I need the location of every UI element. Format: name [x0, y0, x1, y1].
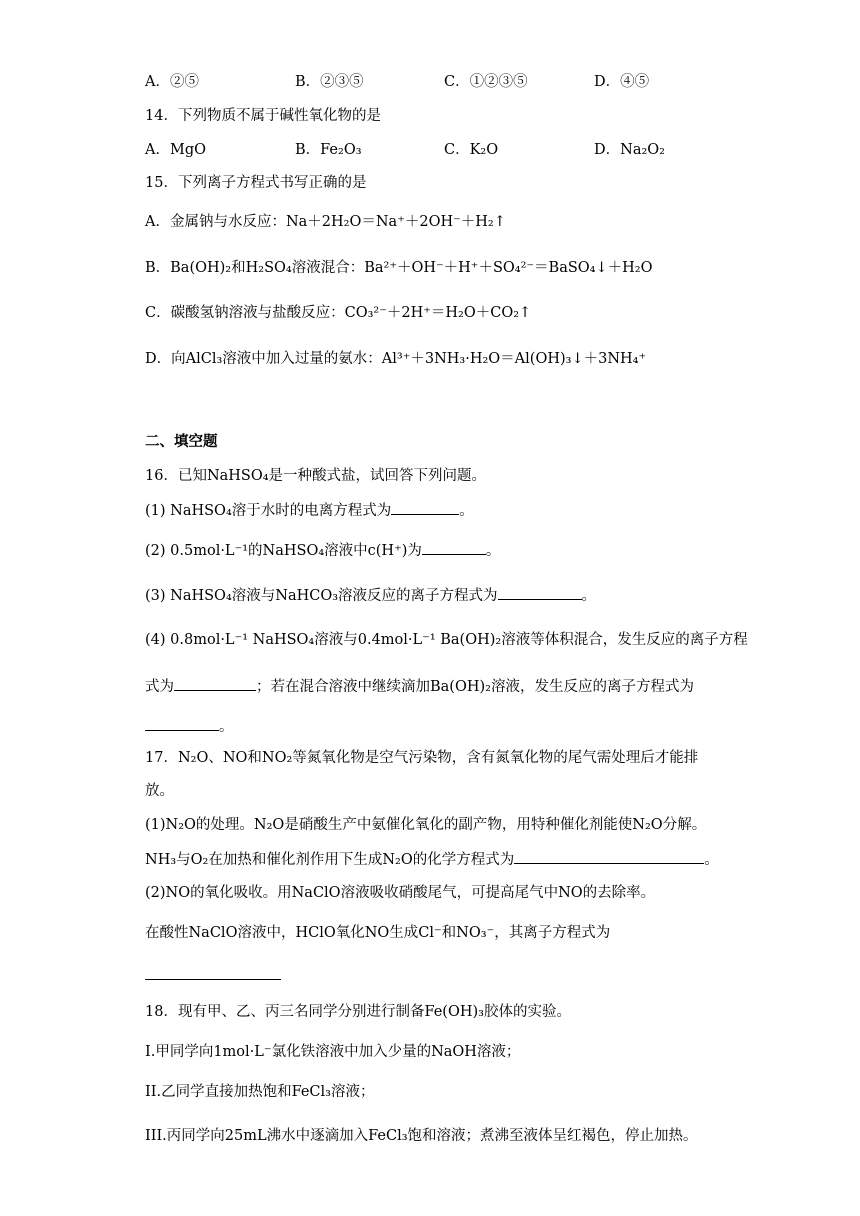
q16-part-4-text-c: ；若在混合溶液中继续滴加Ba(OH)₂溶液，发生反应的离子方程式为: [256, 679, 694, 695]
q16-part-2: [145, 540, 500, 561]
q17-period: 。: [704, 852, 719, 868]
q16-part-3: [145, 585, 596, 606]
q14-stem: 14．下列物质不属于碱性氧化物的是: [145, 108, 381, 124]
q14-option-a: A．MgO: [145, 142, 206, 158]
q17-part-2: (2)NO的氧化吸收。用NaClO溶液吸收硝酸尾气，可提高尾气中NO的去除率。: [145, 885, 656, 901]
q13-option-b: B．②③⑤: [295, 74, 364, 90]
answer-blank[interactable]: [145, 716, 219, 731]
q15-stem: 15．下列离子方程式书写正确的是: [145, 175, 367, 191]
q18-stem: 18．现有甲、乙、丙三名同学分别进行制备Fe(OH)₃胶体的实验。: [145, 1004, 571, 1020]
q16-part-4-line2: [145, 676, 694, 697]
answer-blank[interactable]: [422, 540, 486, 555]
q15-option-d: D．向AlCl₃溶液中加入过量的氨水：Al³⁺＋3NH₃·H₂O＝Al(OH)₃↓＋3NH₄⁺: [145, 351, 647, 367]
answer-blank[interactable]: [174, 676, 256, 691]
q17-part-1b-text: NH₃与O₂在加热和催化剂作用下生成N₂O的化学方程式为: [145, 852, 515, 868]
q16-period: 。: [459, 503, 474, 519]
answer-blank[interactable]: [391, 500, 459, 515]
q14-option-c: C．K₂O: [444, 142, 499, 158]
q16-part-2-text: (2) 0.5mol·L⁻¹的NaHSO₄溶液中c(H⁺)为: [145, 543, 422, 559]
q16-part-4-line3: [145, 716, 234, 737]
q17-stem-line2: 放。: [145, 783, 174, 799]
q15-option-b: B．Ba(OH)₂和H₂SO₄溶液混合：Ba²⁺＋OH⁻＋H⁺＋SO₄²⁻＝BaSO₄↓＋H₂O: [145, 260, 653, 276]
q16-part-4-text-b: 式为: [145, 679, 174, 695]
q16-stem: 16．已知NaHSO₄是一种酸式盐，试回答下列问题。: [145, 468, 487, 484]
q16-part-1: [145, 500, 474, 521]
q13-option-c: C．①②③⑤: [444, 74, 528, 90]
q18-item-2: II.乙同学直接加热饱和FeCl₃溶液；: [145, 1084, 375, 1100]
q16-period: 。: [485, 543, 501, 559]
answer-blank-line[interactable]: [145, 979, 281, 980]
q17-part-1b: [145, 849, 719, 870]
q18-item-1: I.甲同学向1mol·L⁻氯化铁溶液中加入少量的NaOH溶液；: [145, 1044, 521, 1060]
q15-option-c: C．碳酸氢钠溶液与盐酸反应：CO₃²⁻＋2H⁺＝H₂O＋CO₂↑: [145, 305, 532, 321]
q17-stem-line1: 17．N₂O、NO和NO₂等氮氧化物是空气污染物，含有氮氧化物的尾气需处理后才能排: [145, 750, 699, 766]
q16-part-1-text: (1) NaHSO₄溶于水时的电离方程式为: [145, 503, 392, 519]
q17-part-2b: 在酸性NaClO溶液中，HClO氧化NO生成Cl⁻和NO₃⁻，其离子方程式为: [145, 925, 611, 941]
q14-option-b: B．Fe₂O₃: [295, 142, 362, 158]
q17-part-1: (1)N₂O的处理。N₂O是硝酸生产中氨催化氧化的副产物，用特种催化剂能使N₂O分解。: [145, 817, 707, 833]
answer-blank[interactable]: [498, 585, 582, 600]
q16-part-4-line1: (4) 0.8mol·L⁻¹ NaHSO₄溶液与0.4mol·L⁻¹ Ba(OH)₂溶液等体积混合，发生反应的离子方程: [145, 632, 748, 648]
answer-blank[interactable]: [514, 849, 704, 864]
q13-option-a: A．②⑤: [145, 74, 199, 90]
q18-item-3: III.丙同学向25mL沸水中逐滴加入FeCl₃饱和溶液；煮沸至液体呈红褐色，停止加热。: [145, 1128, 698, 1144]
q16-part-3-text: (3) NaHSO₄溶液与NaHCO₃溶液反应的离子方程式为: [145, 588, 498, 604]
q14-option-d: D．Na₂O₂: [594, 142, 665, 158]
q16-period: 。: [581, 588, 597, 604]
q16-period: 。: [219, 719, 234, 735]
section-heading: 二、填空题: [145, 433, 218, 450]
q13-option-d: D．④⑤: [594, 74, 650, 90]
q15-option-a: A．金属钠与水反应：Na＋2H₂O＝Na⁺＋2OH⁻＋H₂↑: [145, 214, 506, 230]
